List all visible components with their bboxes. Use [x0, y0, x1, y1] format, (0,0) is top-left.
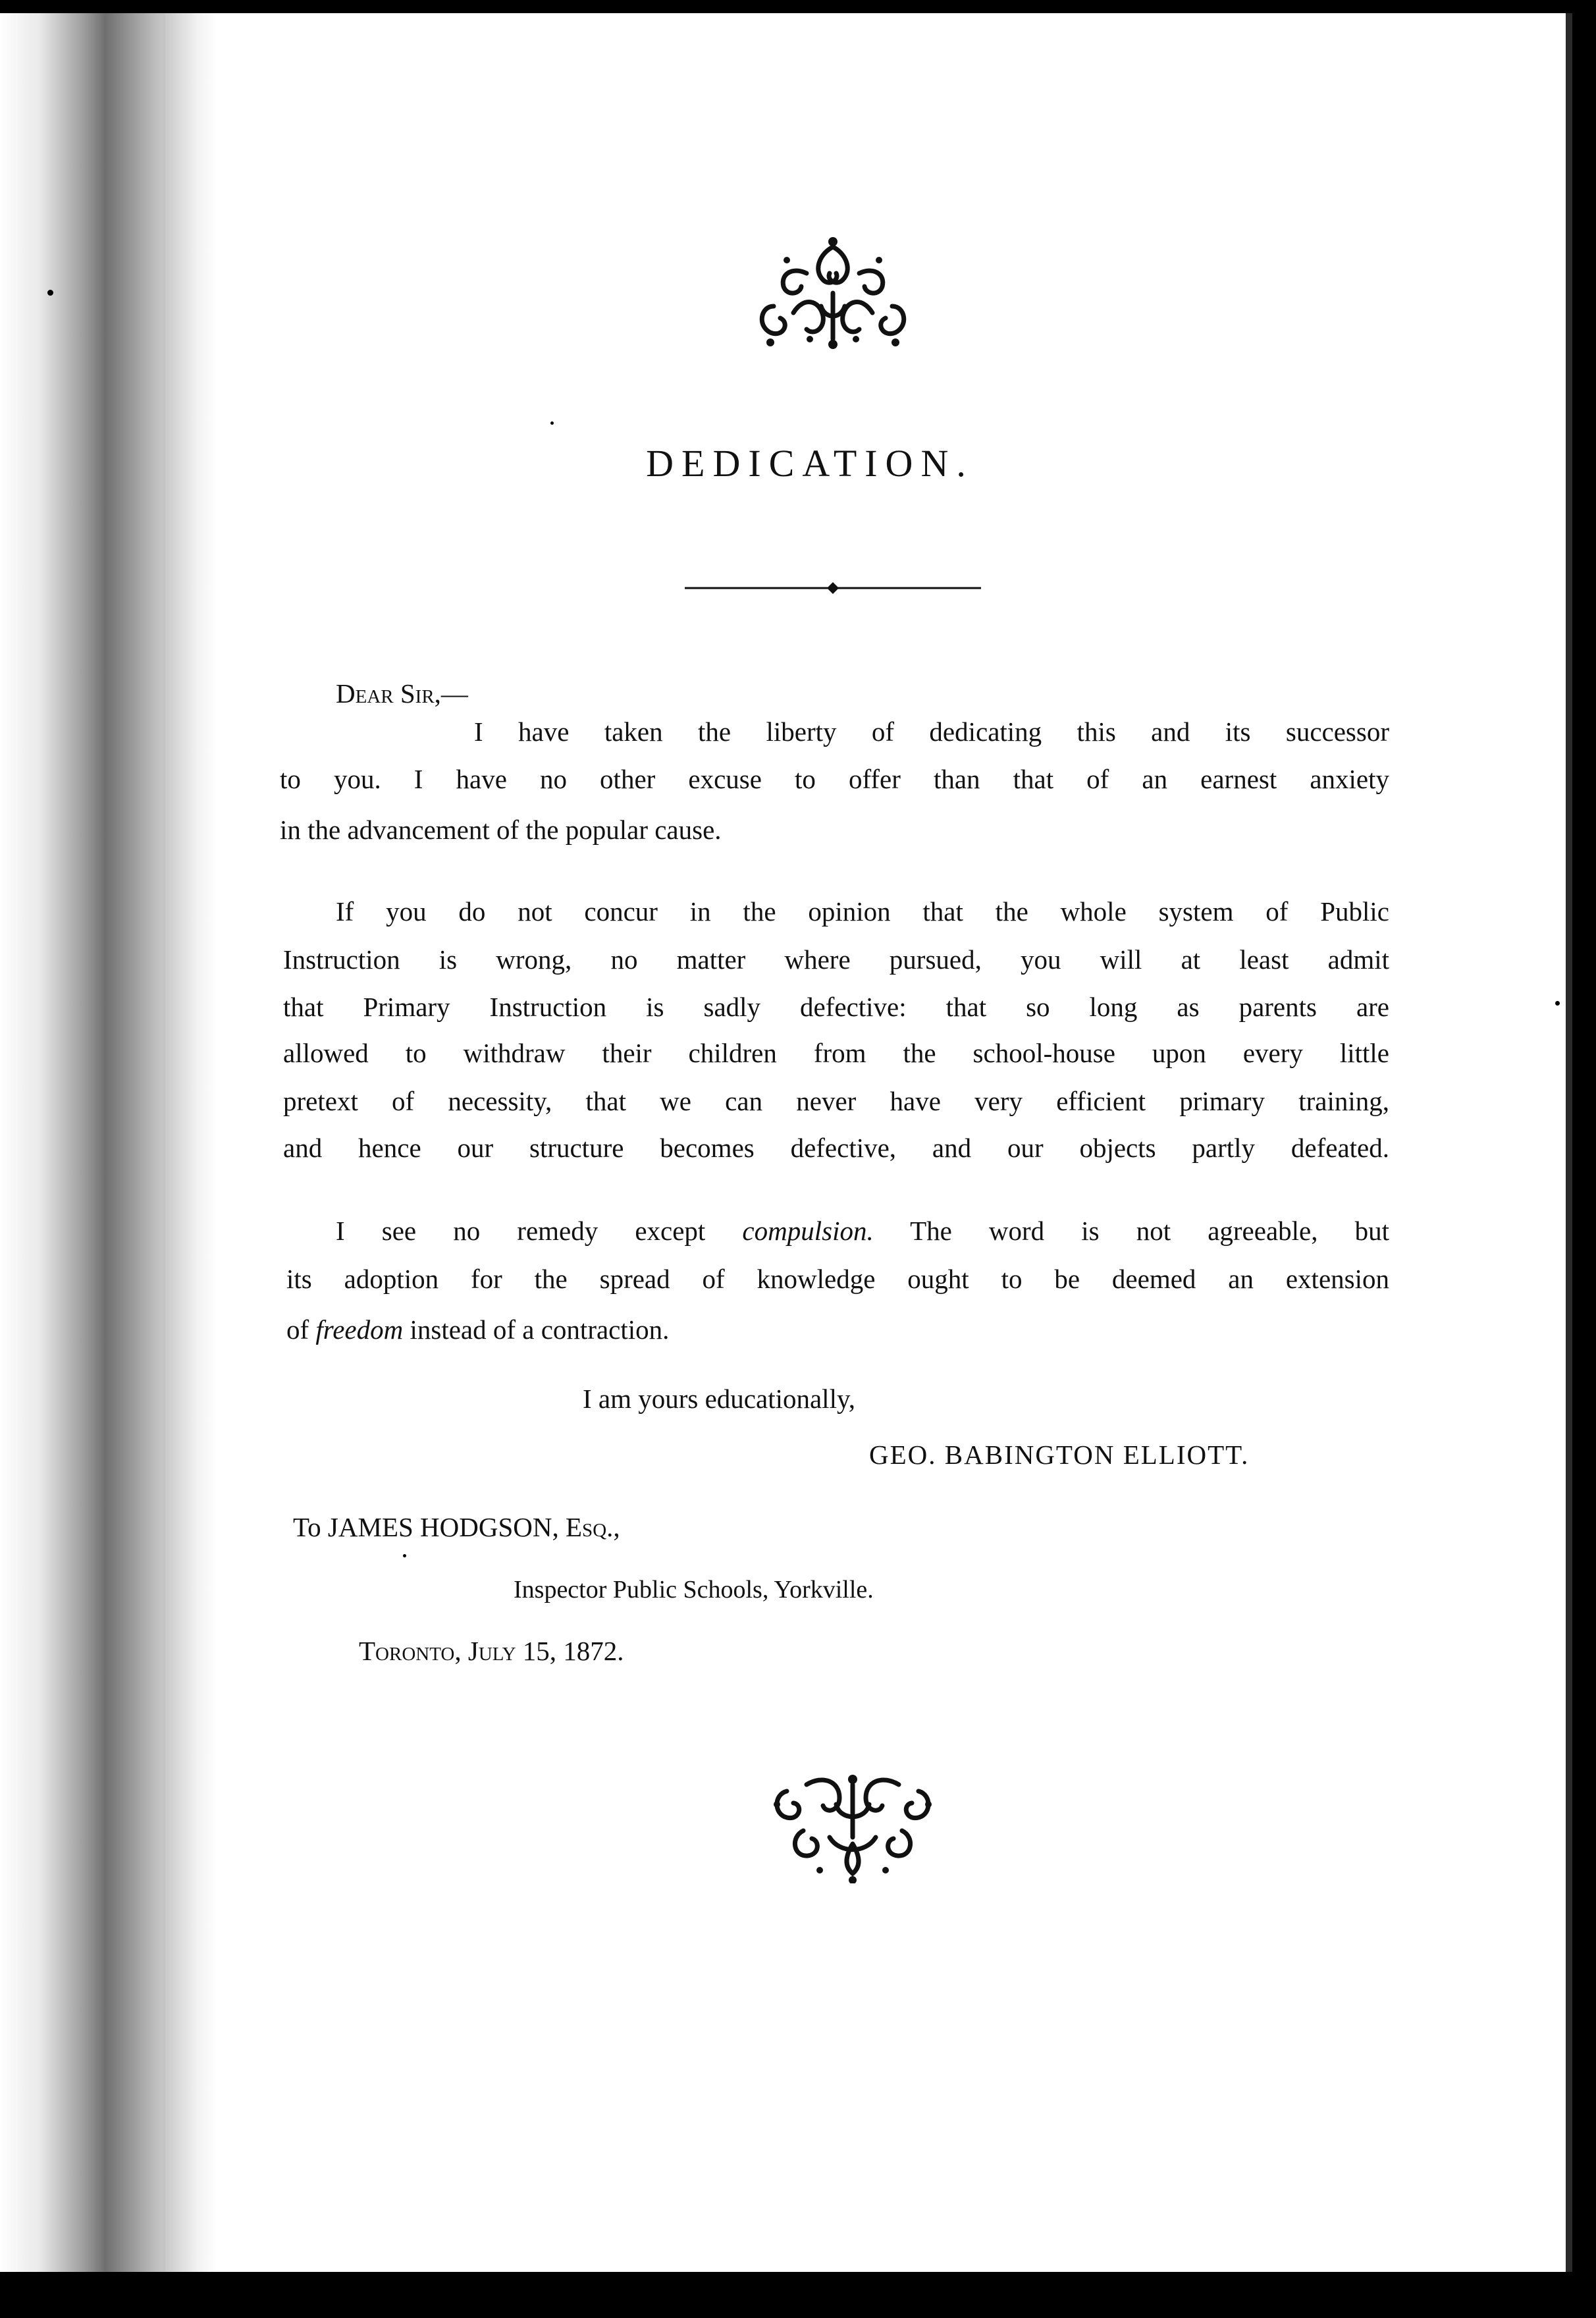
- paragraph-line: If you do not concur in the opinion that the whole system of Public: [336, 896, 1389, 927]
- page-right-edge: [1566, 13, 1572, 2272]
- paragraph-text: The word is not agreeable, but: [873, 1216, 1389, 1246]
- paragraph-line: to you. I have no other excuse to offer than that of an earnest anxiety: [280, 764, 1389, 794]
- salutation: Dear Sir,—: [336, 678, 468, 709]
- paragraph-text: of: [286, 1314, 316, 1345]
- signature: GEO. BABINGTON ELLIOTT.: [869, 1440, 1250, 1470]
- paragraph-text: I see no remedy except: [336, 1216, 743, 1246]
- paragraph-line: its adoption for the spread of knowledge ought to be deemed an extension: [286, 1264, 1389, 1294]
- page-fold-line: [161, 13, 165, 2272]
- paragraph-line: I have taken the liberty of dedicating this and its successor: [474, 716, 1389, 747]
- addressee-title: Esq.,: [566, 1512, 620, 1542]
- dateline: [359, 1625, 624, 1677]
- addressee-position: Inspector Public Schools, Yorkville.: [514, 1576, 874, 1604]
- paragraph-text: instead of a contraction.: [403, 1314, 670, 1345]
- paragraph-line: [336, 1205, 1389, 1256]
- addressee-name: To JAMES HODGSON,: [293, 1512, 559, 1542]
- binding-gutter: [0, 13, 217, 2272]
- dust-speck: [403, 1554, 406, 1557]
- paragraph-line: in the advancement of the popular cause.: [280, 815, 722, 845]
- dust-speck: [47, 290, 53, 296]
- bottom-ornament-icon: [767, 1765, 938, 1883]
- dateline-date: July 15, 1872.: [467, 1636, 624, 1666]
- addressee-line: [293, 1501, 620, 1553]
- paragraph-line: that Primary Instruction is sadly defective: that so long as parents are: [283, 992, 1389, 1022]
- dust-speck: [1555, 1001, 1560, 1006]
- paragraph-line: allowed to withdraw their children from the school-house upon every little: [283, 1038, 1389, 1068]
- dateline-place: Toronto,: [359, 1636, 462, 1666]
- dust-speck: [550, 421, 554, 425]
- paragraph-line: pretext of necessity, that we can never have very efficient primary training,: [283, 1086, 1389, 1116]
- paragraph-line: and hence our structure becomes defective, and our objects partly defeated.: [283, 1133, 1389, 1163]
- top-ornament-icon: [747, 234, 918, 352]
- emphasis-word: compulsion.: [742, 1216, 874, 1246]
- page-title: DEDICATION.: [646, 442, 974, 485]
- emphasis-word: freedom: [315, 1314, 404, 1345]
- paragraph-line: Instruction is wrong, no matter where pursued, you will at least admit: [283, 944, 1389, 975]
- divider-rule: [685, 578, 981, 598]
- paragraph-line: [286, 1304, 669, 1355]
- closing-line: I am yours educationally,: [583, 1384, 856, 1414]
